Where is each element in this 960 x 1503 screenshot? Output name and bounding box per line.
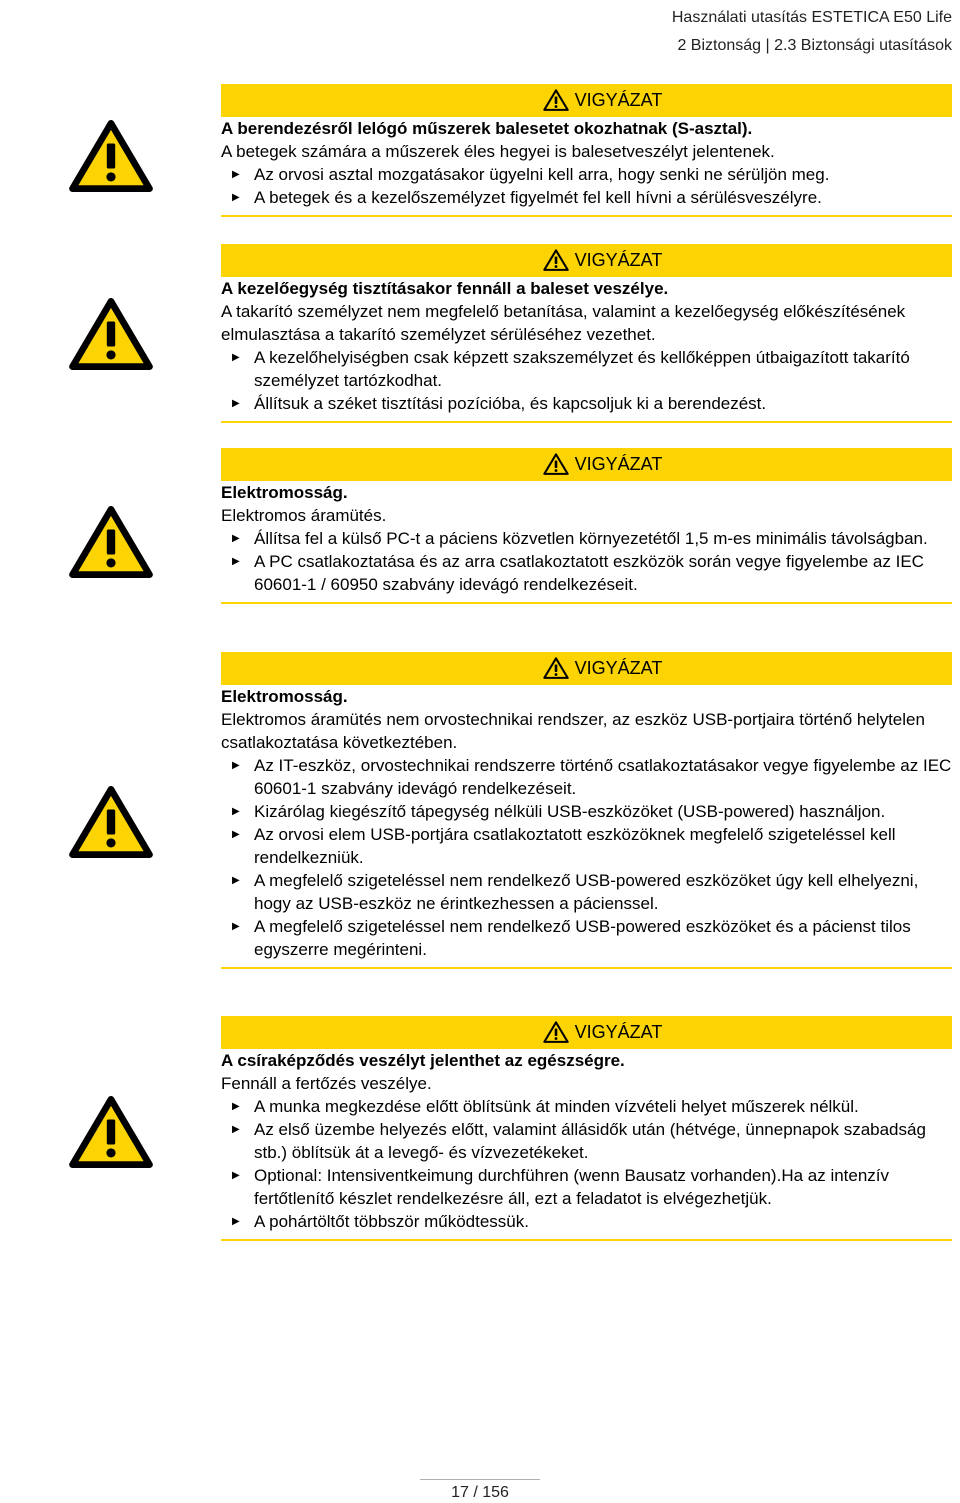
warning-title: A berendezésről lelógó műszerek balesetet okozhatnak (S-asztal). xyxy=(221,119,753,138)
warning-content xyxy=(221,652,952,969)
instruction-item: ▶ Az orvosi asztal mozgatásakor ügyelni kell arra, hogy senki ne sérüljön meg. xyxy=(221,163,952,186)
instruction-item: ▶ A pohártöltőt többször működtessük. xyxy=(221,1210,952,1233)
warning-bottom-rule xyxy=(221,602,952,604)
warning-instructions xyxy=(221,163,952,209)
warning-instructions xyxy=(221,754,952,961)
warning-triangle-icon xyxy=(543,656,569,680)
warning-label: VIGYÁZAT xyxy=(574,250,663,270)
warning-bottom-rule xyxy=(221,967,952,969)
warning-triangle-icon xyxy=(69,120,153,192)
warning-triangle-icon xyxy=(543,248,569,272)
warning-triangle-icon xyxy=(69,506,153,578)
instruction-item: ▶ Az IT-eszköz, orvostechnikai rendszerre történő csatlakoztatásakor vegye figyelembe az IEC 60601-1 szabvány idevágó rendelkezéseit. xyxy=(221,754,952,800)
document-title: Használati utasítás ESTETICA E50 Life xyxy=(671,9,952,26)
instruction-item: ▶ A munka megkezdése előtt öblítsünk át minden vízvételi helyet műszerek nélkül. xyxy=(221,1095,952,1118)
warning-triangle-icon xyxy=(69,786,153,858)
footer-rule xyxy=(420,1479,540,1480)
warning-triangle-icon xyxy=(543,452,569,476)
warning-banner xyxy=(221,652,952,685)
warning-description: Elektromos áramütés. xyxy=(221,506,387,525)
page-number: 17 / 156 xyxy=(451,1484,509,1501)
warning-content xyxy=(221,448,952,604)
warning-content xyxy=(221,84,952,217)
instruction-item: ▶ Optional: Intensiventkeimung durchführen (wenn Bausatz vorhanden).Ha az intenzív fertőtlenítő készlet rendelkezésre áll, ezt a feladatot is elvégezhetjük. xyxy=(221,1164,952,1210)
warning-banner xyxy=(221,84,952,117)
warning-description: Fennáll a fertőzés veszélye. xyxy=(221,1074,432,1093)
warning-instructions xyxy=(221,346,952,415)
warning-banner xyxy=(221,448,952,481)
instruction-item: ▶ A betegek és a kezelőszemélyzet figyelmét fel kell hívni a sérülésveszélyre. xyxy=(221,186,952,209)
instruction-item: ▶ Állítsa fel a külső PC-t a páciens közvetlen környezetétől 1,5 m-es minimális távolságban. xyxy=(221,527,952,550)
instruction-item: ▶ A kezelőhelyiségben csak képzett szakszemélyzet és kellőképpen útbaigazított takarító személyzet tartózkodhat. xyxy=(221,346,952,392)
warning-triangle-icon xyxy=(69,298,153,370)
warning-banner xyxy=(221,244,952,277)
breadcrumb: 2 Biztonság | 2.3 Biztonsági utasítások xyxy=(677,37,952,54)
instruction-item: ▶ Állítsuk a széket tisztítási pozícióba, és kapcsoljuk ki a berendezést. xyxy=(221,392,952,415)
warning-triangle-icon xyxy=(543,1020,569,1044)
warning-title: Elektromosság. xyxy=(221,483,348,502)
warning-bottom-rule xyxy=(221,215,952,217)
instruction-item: ▶ Az orvosi elem USB-portjára csatlakoztatott eszközöknek megfelelő szigeteléssel kell rendelkezniük. xyxy=(221,823,952,869)
warning-bottom-rule xyxy=(221,421,952,423)
warning-description: A takarító személyzet nem megfelelő betanítása, valamint a kezelőegység előkészítésének elmulasztása a takarító személyzet sérüléséhez vezethet. xyxy=(221,302,906,344)
instruction-item: ▶ A megfelelő szigeteléssel nem rendelkező USB-powered eszközöket és a pácienst tilos egyszerre megérinteni. xyxy=(221,915,952,961)
warning-title: A kezelőegység tisztításakor fennáll a baleset veszélye. xyxy=(221,279,669,298)
warning-instructions xyxy=(221,1095,952,1233)
warning-banner xyxy=(221,1016,952,1049)
instruction-item: ▶ A PC csatlakoztatása és az arra csatlakoztatott eszközök során vegye figyelembe az IEC 60601-1 / 60950 szabvány idevágó rendelkezéseit. xyxy=(221,550,952,596)
warning-instructions xyxy=(221,527,952,596)
instruction-item: ▶ Kizárólag kiegészítő tápegység nélküli USB-eszközöket (USB-powered) használjon. xyxy=(221,800,952,823)
warning-title: Elektromosság. xyxy=(221,687,348,706)
warning-content xyxy=(221,244,952,423)
warning-bottom-rule xyxy=(221,1239,952,1241)
warning-content xyxy=(221,1016,952,1241)
instruction-item: ▶ A megfelelő szigeteléssel nem rendelkező USB-powered eszközöket úgy kell elhelyezni, hogy az USB-eszköz ne érintkezhessen a pácienssel. xyxy=(221,869,952,915)
warning-title: A csíraképződés veszélyt jelenthet az egészségre. xyxy=(221,1051,625,1070)
warning-triangle-icon xyxy=(69,1096,153,1168)
page-header xyxy=(672,4,952,60)
warning-label: VIGYÁZAT xyxy=(574,658,663,678)
warning-label: VIGYÁZAT xyxy=(574,1022,663,1042)
warning-description: A betegek számára a műszerek éles hegyei is balesetveszélyt jelentenek. xyxy=(221,142,775,161)
warning-label: VIGYÁZAT xyxy=(574,454,663,474)
warning-triangle-icon xyxy=(543,88,569,112)
warning-description: Elektromos áramütés nem orvostechnikai rendszer, az eszköz USB-portjaira történő helytelen csatlakoztatása következtében. xyxy=(221,710,925,752)
warning-label: VIGYÁZAT xyxy=(574,90,663,110)
instruction-item: ▶ Az első üzembe helyezés előtt, valamint állásidők után (hétvége, ünnepnapok szabadság stb.) öblítsük át a levegő- és vízvezetékeket. xyxy=(221,1118,952,1164)
